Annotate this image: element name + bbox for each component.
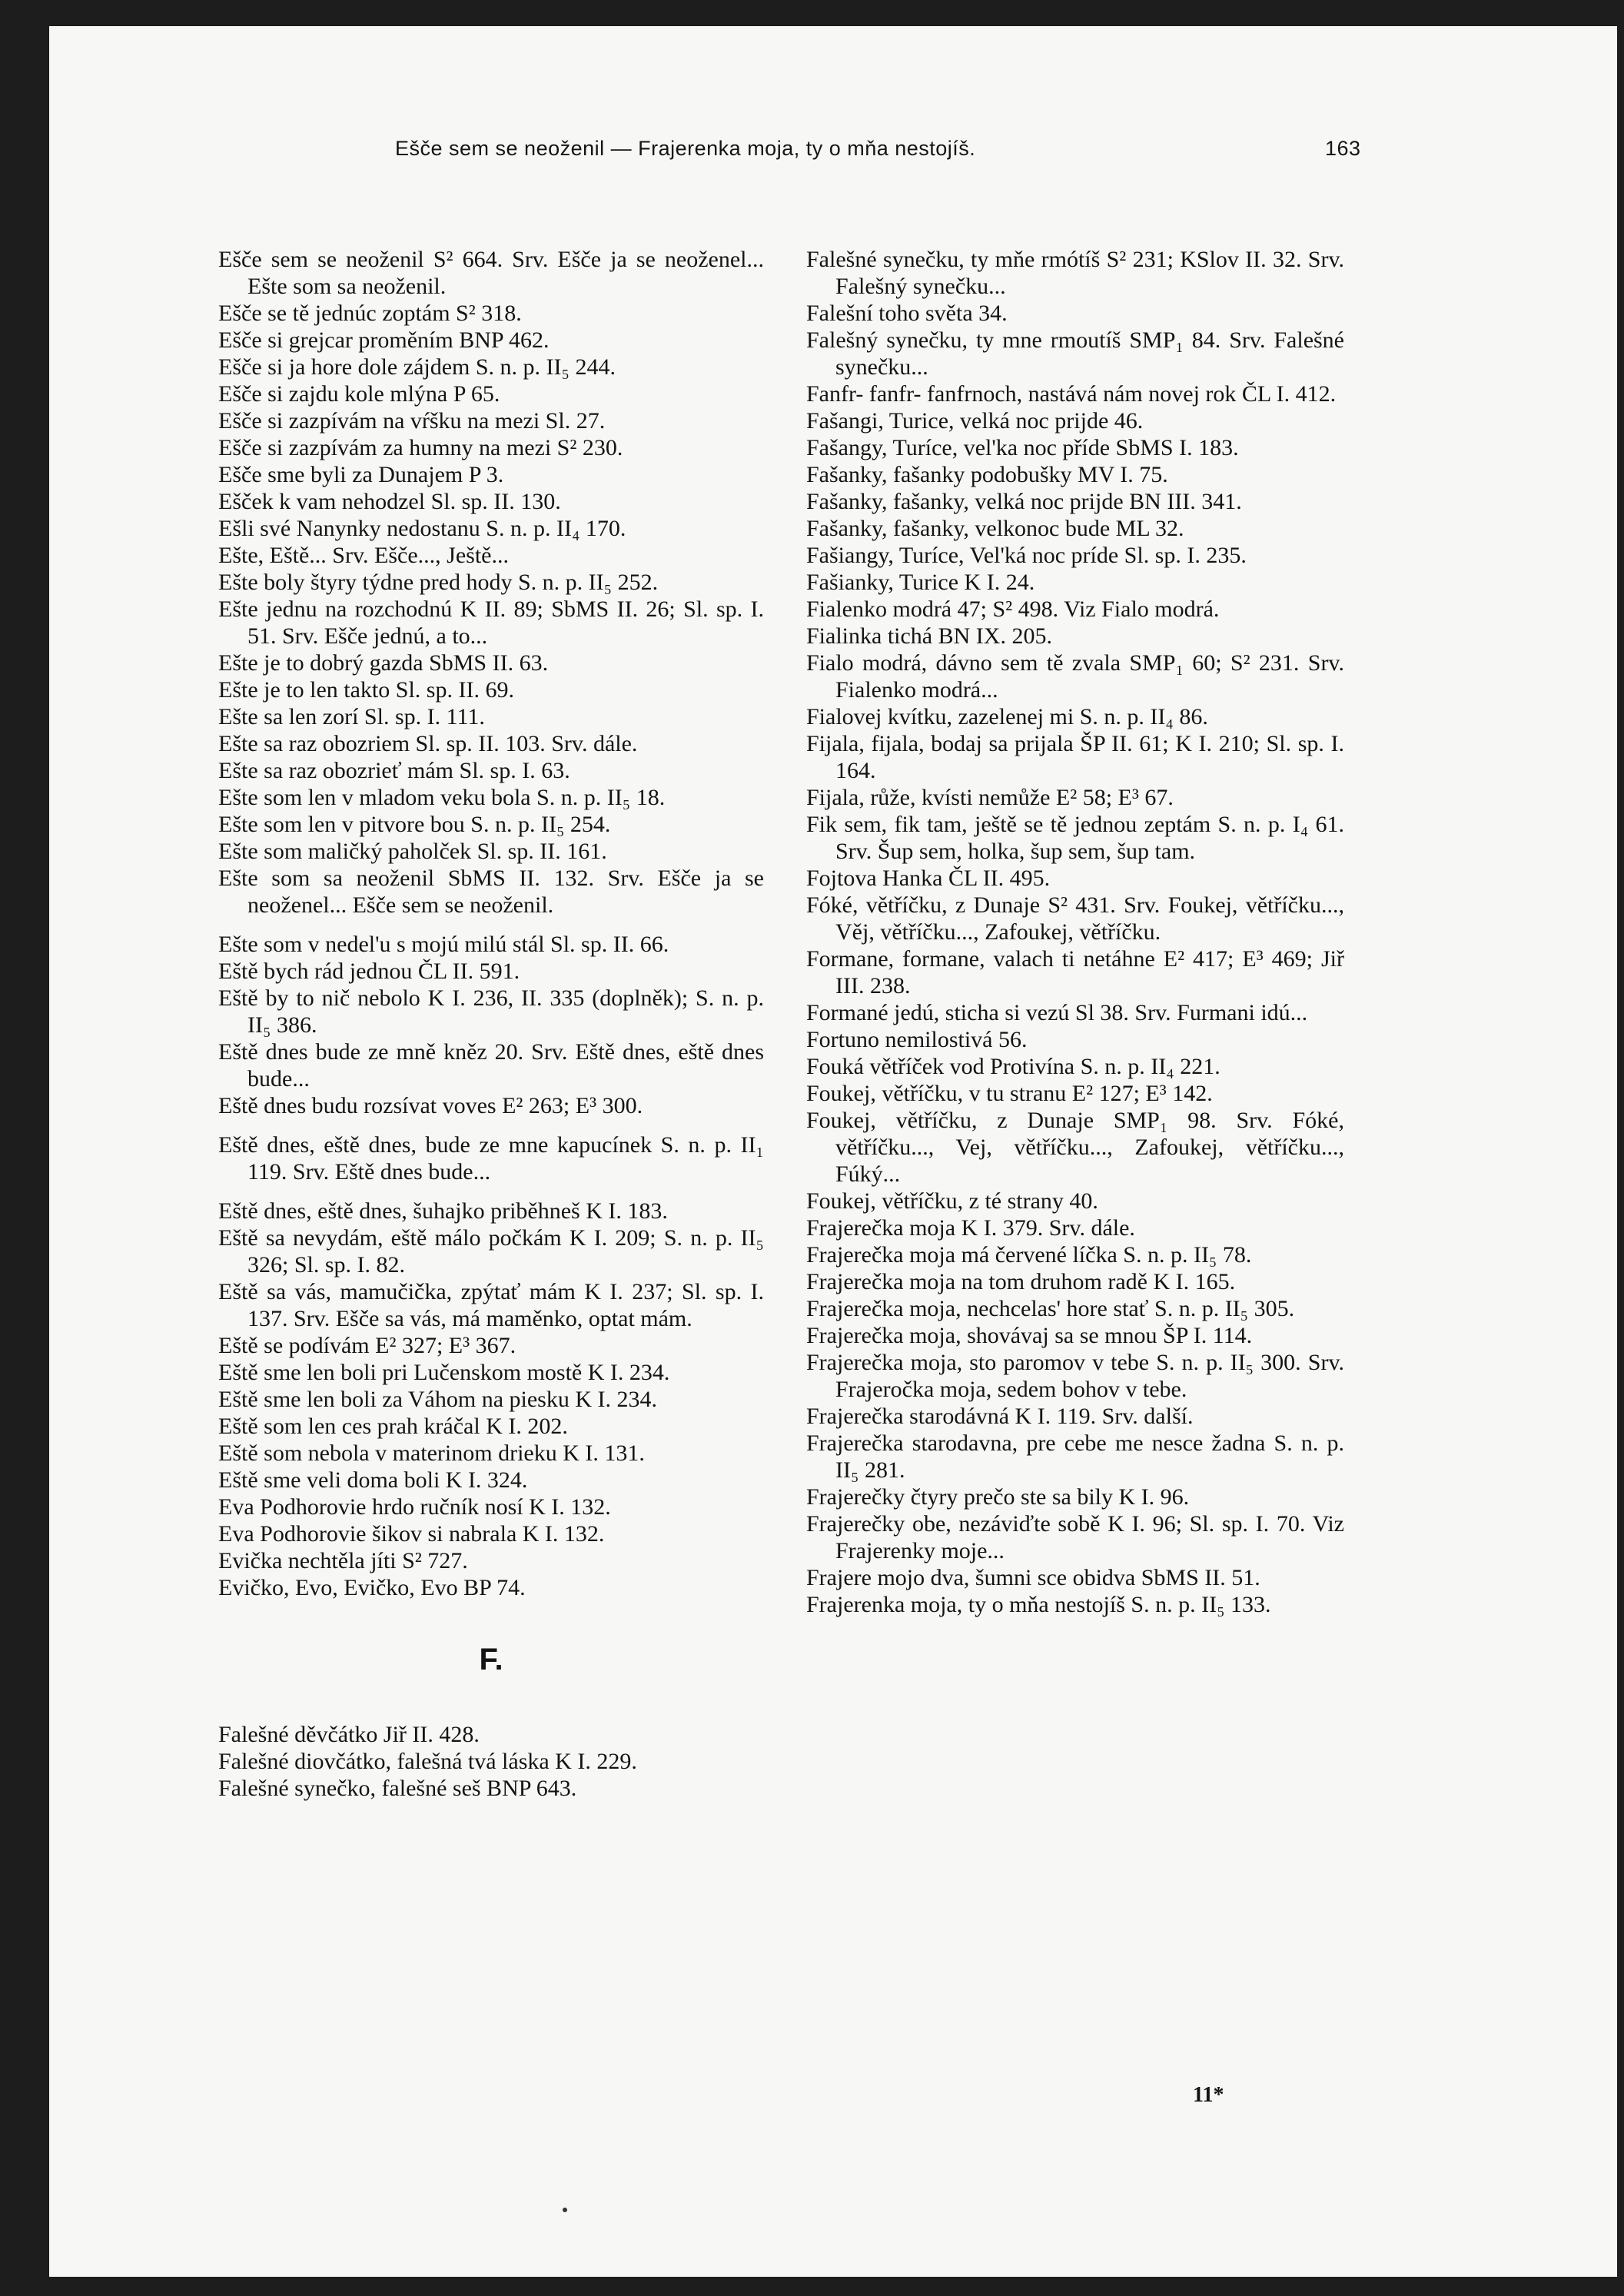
- entries-e-list: [218, 246, 770, 1601]
- index-entry: Fanfr- fanfr- fanfrnoch, nastává nám novej rok ČL I. 412.: [806, 381, 1337, 407]
- index-entry: Eště bych rád jednou ČL II. 591.: [218, 959, 520, 984]
- index-entry: Eště dnes, eště dnes, šuhajko priběhneš K I. 183.: [218, 1198, 668, 1224]
- index-entry: Evičko, Evo, Evičko, Evo BP 74.: [218, 1575, 526, 1600]
- index-entry: Frajerečky čtyry prečo ste sa bily K I. 96.: [806, 1484, 1190, 1510]
- index-entry: Eště by to nič nebolo K I. 236, II. 335 (doplněk); S. n. p. II₅ 386.: [218, 985, 770, 1038]
- index-entry: Ešče si ja hore dole zájdem S. n. p. II₅ 244.: [218, 354, 616, 380]
- index-entry: Falešné diovčátko, falešná tvá láska K I. 229.: [218, 1749, 637, 1774]
- index-entry: Frajerečka moja, sto paromov v tebe S. n. p. II₅ 300. Srv. Frajeročka moja, sedem bohov v tebe.: [806, 1350, 1350, 1402]
- index-entry: Ešte boly štyry týdne pred hody S. n. p. II₅ 252.: [218, 570, 659, 595]
- index-entry: Formané jedú, sticha si vezú Sl 38. Srv. Furmani idú...: [806, 1000, 1308, 1025]
- index-entry: Ešte som len v mladom veku bola S. n. p. II₅ 18.: [218, 785, 666, 810]
- index-entry: Eště se podívám E² 327; E³ 367.: [218, 1333, 516, 1358]
- index-entry: Eva Podhorovie hrdo ručník nosí K I. 132.: [218, 1494, 611, 1520]
- page-number: 163: [1325, 137, 1361, 160]
- index-entry: Fialovej kvítku, zazelenej mi S. n. p. II₄ 86.: [806, 704, 1208, 729]
- index-entry: Fojtova Hanka ČL II. 495.: [806, 866, 1051, 891]
- stray-dot: [563, 2208, 567, 2212]
- index-entry: Frajerečka moja, shovávaj sa se mnou ŠP I. 114.: [806, 1323, 1253, 1348]
- index-entry: Eva Podhorovie šikov si nabrala K I. 132.: [218, 1521, 605, 1547]
- index-entry: Ešče si grejcar proměním BNP 462.: [218, 327, 550, 353]
- index-entry: Frajere mojo dva, šumni sce obidva SbMS II. 51.: [806, 1565, 1260, 1590]
- index-entry: Frajerečky obe, nezáviďte sobě K I. 96; Sl. sp. I. 70. Viz Frajerenky moje...: [806, 1511, 1350, 1563]
- index-entry: Eště dnes, eště dnes, bude ze mne kapucínek S. n. p. II₁ 119. Srv. Eště dnes bude...: [218, 1132, 770, 1185]
- index-entry: Fialenko modrá 47; S² 498. Viz Fialo modrá.: [806, 596, 1220, 622]
- index-entry: Eště sme veli doma boli K I. 324.: [218, 1467, 528, 1493]
- index-entry: Eště dnes budu rozsívat voves E² 263; E³ 300.: [218, 1093, 643, 1118]
- index-entry: Eště sa vás, mamučička, zpýtať mám K I. 237; Sl. sp. I. 137. Srv. Ešče sa vás, má maměnko, optat mám.: [218, 1279, 770, 1331]
- index-entry: Eště dnes bude ze mně kněz 20. Srv. Eště dnes, eště dnes bude...: [218, 1039, 770, 1092]
- index-entry: Ešte som v nedel'u s mojú milú stál Sl. sp. II. 66.: [218, 932, 669, 957]
- running-title: Ešče sem se neoženil — Frajerenka moja, ty o mňa nestojíš.: [395, 137, 976, 160]
- index-entry: Ešček k vam nehodzel Sl. sp. II. 130.: [218, 489, 561, 514]
- index-entry: Frajerečka starodavna, pre cebe me nesce žadna S. n. p. II₅ 281.: [806, 1430, 1350, 1483]
- index-entry: Eště sme len boli za Váhom na piesku K I. 234.: [218, 1387, 657, 1412]
- index-entry: Ešče se tě jednúc zoptám S² 318.: [218, 301, 522, 326]
- index-entry: Fialo modrá, dávno sem tě zvala SMP₁ 60; S² 231. Srv. Fialenko modrá...: [806, 650, 1350, 703]
- index-entry: Eště som len ces prah kráčal K I. 202.: [218, 1414, 568, 1439]
- index-entry: Foukej, větříčku, z Dunaje SMP₁ 98. Srv. Fóké, větříčku..., Vej, větříčku..., Zafoukej, větříčku..., Fúký...: [806, 1108, 1350, 1187]
- index-entry: Foukej, větříčku, v tu stranu E² 127; E³ 142.: [806, 1081, 1213, 1106]
- index-entry: Fialinka tichá BN IX. 205.: [806, 623, 1052, 649]
- index-entry: Eště sa nevydám, eště málo počkám K I. 209; S. n. p. II₅ 326; Sl. sp. I. 82.: [218, 1225, 770, 1278]
- index-entry: Falešné děvčátko Jiř II. 428.: [218, 1722, 480, 1747]
- index-entry: Foukej, větříčku, z té strany 40.: [806, 1188, 1098, 1214]
- index-entry: Ešte, Eště... Srv. Ešče..., Ještě...: [218, 543, 509, 568]
- index-entry: Fašianky, Turice K I. 24.: [806, 570, 1035, 595]
- index-entry: Ešte som maličký paholček Sl. sp. II. 161.: [218, 839, 607, 864]
- index-entry: Ešte som len v pitvore bou S. n. p. II₅ 254.: [218, 812, 611, 837]
- index-entry: Fijala, fijala, bodaj sa prijala ŠP II. 61; K I. 210; Sl. sp. I. 164.: [806, 731, 1350, 783]
- index-entry: Ešte je to len takto Sl. sp. II. 69.: [218, 677, 514, 703]
- index-entry: Ešli své Nanynky nedostanu S. n. p. II₄ 170.: [218, 516, 626, 541]
- page: [49, 26, 1617, 2277]
- index-entry: Fouká větříček vod Protivína S. n. p. II₄ 221.: [806, 1054, 1220, 1079]
- index-entry: Frajerečka moja K I. 379. Srv. dále.: [806, 1215, 1135, 1241]
- index-entry: Ešte sa raz obozrieť mám Sl. sp. I. 63.: [218, 758, 570, 783]
- index-entry: Fašanky, fašanky, velká noc prijde BN III. 341.: [806, 489, 1242, 514]
- index-entry: Fašanky, fašanky, velkonoc bude ML 32.: [806, 516, 1184, 541]
- index-entry: Falešný synečku, ty mne rmoutíš SMP₁ 84. Srv. Falešné synečku...: [806, 327, 1350, 380]
- index-entry: Frajerečka starodávná K I. 119. Srv. další.: [806, 1404, 1194, 1429]
- index-entry: Fik sem, fik tam, ještě se tě jednou zeptám S. n. p. I₄ 61. Srv. Šup sem, holka, šup sem, šup tam.: [806, 812, 1350, 864]
- index-entry: Ešte jednu na rozchodnú K II. 89; SbMS II. 26; Sl. sp. I. 51. Srv. Ešče jednú, a to...: [218, 596, 770, 649]
- index-entry: Frajerečka moja na tom druhom radě K I. 165.: [806, 1269, 1236, 1294]
- index-entry: Falešné synečko, falešné seš BNP 643.: [218, 1776, 577, 1801]
- index-entry: Frajerečka moja má červené líčka S. n. p. II₅ 78.: [806, 1242, 1252, 1268]
- index-entry: Fijala, růže, kvísti nemůže E² 58; E³ 67.: [806, 785, 1174, 810]
- index-entry: Fašiangy, Turíce, Vel'ká noc príde Sl. sp. I. 235.: [806, 543, 1247, 568]
- index-entry: Ešče si zajdu kole mlýna P 65.: [218, 381, 500, 407]
- index-entry: Falešní toho světa 34.: [806, 301, 1008, 326]
- entries-right-list: [806, 246, 1350, 1618]
- index-entry: Ešte sa len zorí Sl. sp. I. 111.: [218, 704, 485, 729]
- index-entry: Fašanky, fašanky podobušky MV I. 75.: [806, 462, 1168, 487]
- index-entry: Fašangy, Turíce, vel'ka noc příde SbMS I. 183.: [806, 435, 1239, 460]
- index-entry: Eště sme len boli pri Lučenskom mostě K I. 234.: [218, 1360, 670, 1385]
- index-entry: Ešče sem se neoženil S² 664. Srv. Ešče ja se neoženel... Ešte som sa neoženil.: [218, 247, 770, 299]
- index-entry: Frajerečka moja, nechcelas' hore stať S. n. p. II₅ 305.: [806, 1296, 1295, 1321]
- index-entry: Ešte som sa neoženil SbMS II. 132. Srv. Ešče ja se neoženel... Ešče sem se neoženil.: [218, 866, 770, 918]
- index-entry: Fašangi, Turice, velká noc prijde 46.: [806, 408, 1144, 434]
- index-entry: Ešte sa raz obozriem Sl. sp. II. 103. Srv. dále.: [218, 731, 638, 756]
- right-column: [806, 246, 1350, 1618]
- index-entry: Formane, formane, valach ti netáhne E² 417; E³ 469; Jiř III. 238.: [806, 946, 1350, 998]
- index-entry: Evička nechtěla jíti S² 727.: [218, 1548, 468, 1573]
- index-entry: Falešné synečku, ty mňe rmótíš S² 231; KSlov II. 32. Srv. Falešný synečku...: [806, 247, 1350, 299]
- index-entry: Frajerenka moja, ty o mňa nestojíš S. n. p. II₅ 133.: [806, 1592, 1271, 1617]
- left-column: [218, 246, 770, 1802]
- section-heading-f: F.: [479, 1643, 503, 1676]
- index-entry: Ešče si zazpívám na vŕšku na mezi Sl. 27.: [218, 408, 606, 434]
- index-entry: Ešče sme byli za Dunajem P 3.: [218, 462, 504, 487]
- entries-f-list: [218, 1721, 764, 1802]
- index-entry: Ešče si zazpívám za humny na mezi S² 230.: [218, 435, 623, 460]
- index-entry: Ešte je to dobrý gazda SbMS II. 63.: [218, 650, 549, 676]
- index-entry: Eště som nebola v materinom drieku K I. 131.: [218, 1440, 645, 1466]
- signature-mark: 11*: [1193, 2083, 1224, 2107]
- index-entry: Fortuno nemilostivá 56.: [806, 1027, 1028, 1052]
- index-entry: Fóké, větříčku, z Dunaje S² 431. Srv. Foukej, větříčku..., Věj, větříčku..., Zafoukej, větříčku.: [806, 892, 1350, 945]
